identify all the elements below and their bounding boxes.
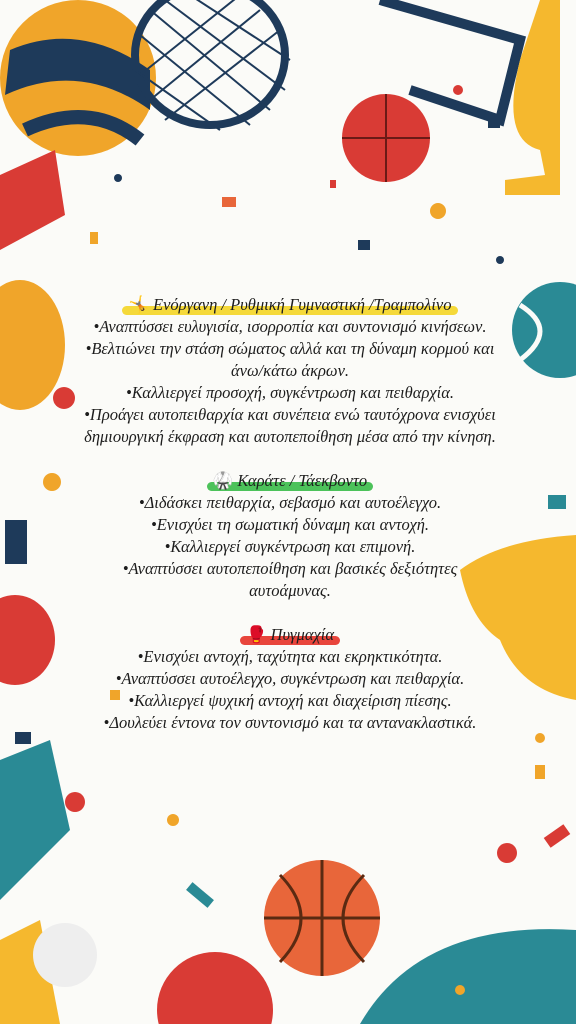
benefit-item: •Διδάσκει πειθαρχία, σεβασμό και αυτοέλεγχο. xyxy=(138,493,442,512)
benefit-item: •Καλλιεργεί προσοχή, συγκέντρωση και πειθαρχία. xyxy=(125,383,454,402)
benefit-item: •Αναπτύσσει ευλυγισία, ισορροπία και συντονισμό κινήσεων. xyxy=(93,317,487,336)
section-boxing xyxy=(80,624,500,734)
benefit-item: •Ενισχύει αντοχή, ταχύτητα και εκρηκτικότητα. xyxy=(137,647,443,666)
tennis-ball-icon xyxy=(512,282,576,378)
benefit-item: •Βελτιώνει την στάση σώματος αλλά και τη δύναμη κορμού και άνω/κάτω άκρων. xyxy=(85,339,495,380)
section-gymnastics xyxy=(80,294,500,448)
benefit-item: •Καλλιεργεί συγκέντρωση και επιμονή. xyxy=(164,537,416,556)
karate-icon: 🥋 xyxy=(212,471,234,490)
benefit-item: •Καλλιεργεί ψυχική αντοχή και διαχείριση πίεσης. xyxy=(128,691,452,710)
section-title: Ενόργανη / Ρυθμική Γυμναστική /Τραμπολίνο xyxy=(153,295,452,314)
benefit-item: •Ενισχύει τη σωματική δύναμη και αντοχή. xyxy=(150,515,430,534)
gymnastics-icon: 🤸 xyxy=(128,295,150,314)
benefit-item: •Προάγει αυτοπειθαρχία και συνέπεια ενώ ταυτόχρονα ενισχύει δημιουργική έκφραση και αυτοπεποίθηση μέσα από την κίνηση. xyxy=(84,405,496,446)
section-heading xyxy=(240,624,340,646)
volleyball-icon xyxy=(0,0,156,156)
benefit-item: •Δουλεύει έντονα τον συντονισμό και τα αντανακλαστικά. xyxy=(103,713,477,732)
section-title: Καράτε / Τάεκβοντο xyxy=(237,471,368,490)
section-heading xyxy=(207,470,373,492)
basketball-icon xyxy=(342,94,430,182)
trophy-icon xyxy=(505,0,560,195)
sports-benefits-text xyxy=(80,294,500,756)
section-heading xyxy=(122,294,457,316)
section-karate xyxy=(80,470,500,602)
boxing-glove-icon: 🥊 xyxy=(246,625,267,644)
section-title: Πυγμαχία xyxy=(270,625,334,644)
tennis-racket-icon xyxy=(135,0,290,130)
benefit-item: •Αναπτύσσει αυτοέλεγχο, συγκέντρωση και πειθαρχία. xyxy=(115,669,465,688)
benefit-item: •Αναπτύσσει αυτοπεποίθηση και βασικές δεξιότητες αυτοάμυνας. xyxy=(122,559,458,600)
